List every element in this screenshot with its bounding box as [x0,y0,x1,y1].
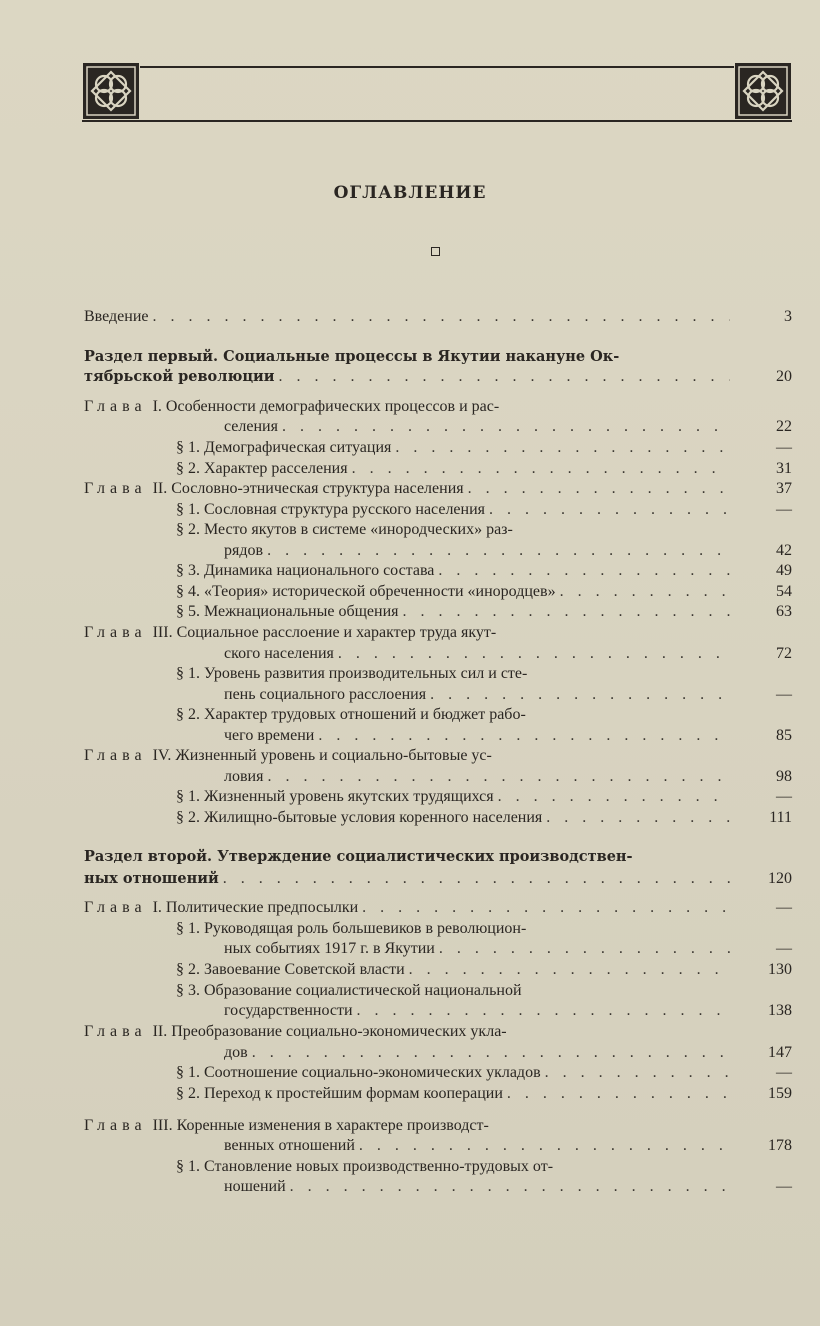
dot-leader [545,1064,730,1082]
toc-entry-title: § 1. Сословная структура русского населения [176,501,486,518]
toc-entry-title: § 1. Становление новых производственно-трудовых от- [176,1158,554,1175]
page-number: 159 [768,1085,792,1102]
toc-entry-continuation [224,645,734,663]
dot-leader [318,727,730,745]
toc-entry-title: III. Социальное расслоение и характер труда якут- [152,624,497,641]
page-number: — [776,501,792,518]
toc-entry-continuation [84,870,734,888]
toc-entry-title: Раздел первый. Социальные процессы в Якутии накануне Ок- [84,348,620,365]
toc-entry-title-cont: дов [224,1044,248,1061]
toc-entry-title: § 4. «Теория» исторической обреченности «инородцев» [176,583,556,600]
toc-entry-title: Раздел второй. Утверждение социалистических производствен- [84,848,633,865]
toc-entry-line [84,848,734,865]
toc-entry-line [176,961,734,979]
toc-entry-line [176,706,734,724]
page-number: 98 [776,768,792,785]
dot-leader [498,788,730,806]
toc-entry-title-cont: ловия [224,768,264,785]
dot-leader [267,542,730,560]
toc-entry-title: § 1. Жизненный уровень якутских трудящихся [176,788,494,805]
toc-entry-title: I. Особенности демографических процессов и рас- [152,398,500,415]
toc-entry-line [84,624,734,642]
toc-entry-title: § 5. Межнациональные общения [176,603,399,620]
dot-leader [252,1044,730,1062]
dot-leader [430,686,730,704]
toc-entry-continuation [224,727,734,745]
toc-entry-line [176,1085,734,1103]
toc-entry-line [176,665,734,683]
toc-entry-title-cont: чего времени [224,727,315,744]
toc-entry-title: § 2. Место якутов в системе «инородческих» раз- [176,521,513,538]
dot-leader [409,961,730,979]
page-number: 178 [768,1137,792,1154]
toc-entry-title: § 2. Жилищно-бытовые условия коренного населения [176,809,543,826]
dot-leader [282,418,730,436]
toc-entry-continuation [224,686,734,704]
dot-leader [560,583,730,601]
page-number: 120 [768,870,792,887]
page-number: 20 [776,368,792,385]
toc-entry-continuation [84,368,734,386]
toc-entry-line [84,480,734,498]
toc-entry-line [176,788,734,806]
toc-entry-line [176,460,734,478]
dot-leader [395,439,730,457]
toc-entry-title-cont: ных событиях 1917 г. в Якутии [224,940,435,957]
toc-entry-title: § 2. Характер расселения [176,460,348,477]
page-number: — [776,686,792,703]
dot-leader [439,940,730,958]
toc-entry-title-cont: селения [224,418,278,435]
dot-leader [352,460,730,478]
page-number: 42 [776,542,792,559]
toc-entry-title: § 2. Завоевание Советской власти [176,961,405,978]
toc-entry-title: I. Политические предпосылки [152,899,359,916]
toc-entry-title: § 1. Руководящая роль большевиков в революцион- [176,920,527,937]
page-number: 54 [776,583,792,600]
toc-entry-line [176,1158,734,1176]
page-number: — [776,788,792,805]
dot-leader [290,1178,730,1196]
page-number: 3 [784,308,792,325]
toc-entry-continuation [224,1044,734,1062]
toc-entry-title: § 1. Соотношение социально-экономических укладов [176,1064,541,1081]
chapter-label: Глава [84,1023,147,1040]
dot-leader [153,308,731,326]
chapter-label: Глава [84,480,147,497]
toc-entry-line [176,603,734,621]
toc-entry-line [176,809,734,827]
dot-leader [359,1137,730,1155]
toc-entry-title: II. Сословно-этническая структура населения [152,480,464,497]
toc-entry-continuation [224,542,734,560]
dot-leader [546,809,730,827]
chapter-label: Глава [84,624,147,641]
dot-leader [489,501,730,519]
toc-entry-title-cont: венных отношений [224,1137,355,1154]
toc-entry-title: II. Преобразование социально-экономических укла- [152,1023,507,1040]
page-number: 72 [776,645,792,662]
page-number: — [776,1064,792,1081]
toc-entry-title-cont: ского населения [224,645,334,662]
toc-entry-line [84,348,734,365]
chapter-label: Глава [84,747,147,764]
toc-entry-title-cont: тябрьской революции [84,368,275,385]
toc-entry-title: § 2. Характер трудовых отношений и бюджет рабо- [176,706,526,723]
toc-entry-continuation [224,418,734,436]
page-number: — [776,899,792,916]
page-number: 37 [776,480,792,497]
dot-leader [338,645,730,663]
toc-entry-continuation [224,1178,734,1196]
toc-entry-title-cont: пень социального расслоения [224,686,427,703]
toc-entry-title: § 3. Образование социалистической национальной [176,982,522,999]
toc-entry-title: IV. Жизненный уровень и социально-бытовые ус- [152,747,492,764]
toc-entry-title: Введение [84,308,149,325]
dot-leader [468,480,730,498]
chapter-label: Глава [84,1117,147,1134]
dot-leader [362,899,730,917]
toc-entry-continuation [224,768,734,786]
toc-entry-title: § 1. Уровень развития производительных сил и сте- [176,665,528,682]
page-number: 147 [768,1044,792,1061]
dot-leader [357,1002,730,1020]
dot-leader [279,368,730,386]
page-number: 85 [776,727,792,744]
chapter-label: Глава [84,899,147,916]
page-number: 63 [776,603,792,620]
toc-entry-line [176,501,734,519]
page-number: 22 [776,418,792,435]
page-number: 138 [768,1002,792,1019]
toc-entry-line [176,982,734,1000]
dot-leader [507,1085,730,1103]
page-number: 111 [769,809,792,826]
toc-entry-line [176,583,734,601]
toc-entry-line [84,747,734,765]
toc-entry-continuation [224,940,734,958]
toc-entry-title: § 1. Демографическая ситуация [176,439,392,456]
toc-entry-line [84,398,734,416]
toc-entry-title-cont: ных отношений [84,870,219,887]
toc-entry-line [176,521,734,539]
toc-entry-title-cont: рядов [224,542,264,559]
page-number: — [776,1178,792,1195]
page-number: — [776,940,792,957]
toc-entry-continuation [224,1002,734,1020]
page-number: — [776,439,792,456]
dot-leader [267,768,730,786]
dot-leader [223,870,730,888]
page-number: 130 [768,961,792,978]
toc-entry-line [84,1117,734,1135]
toc-entry-title-cont: государственности [224,1002,353,1019]
toc-entry-title: III. Коренные изменения в характере производст- [152,1117,489,1134]
page-number: 31 [776,460,792,477]
toc-entry-line [84,1023,734,1041]
dot-leader [403,603,730,621]
toc-entry-title-cont: ношений [224,1178,286,1195]
toc-entry-line [176,1064,734,1082]
page-title: ОГЛАВЛЕНИЕ [333,183,487,203]
toc-entry-line [176,920,734,938]
toc-entry-line [84,308,734,326]
toc-entry-line [176,439,734,457]
dot-leader [438,562,730,580]
page-number: 49 [776,562,792,579]
toc-entry-title: § 2. Переход к простейшим формам кооперации [176,1085,503,1102]
chapter-label: Глава [84,398,147,415]
toc-entry-title: § 3. Динамика национального состава [176,562,435,579]
toc-entry-line [176,562,734,580]
toc-entry-continuation [224,1137,734,1155]
toc-entry-line [84,899,734,917]
